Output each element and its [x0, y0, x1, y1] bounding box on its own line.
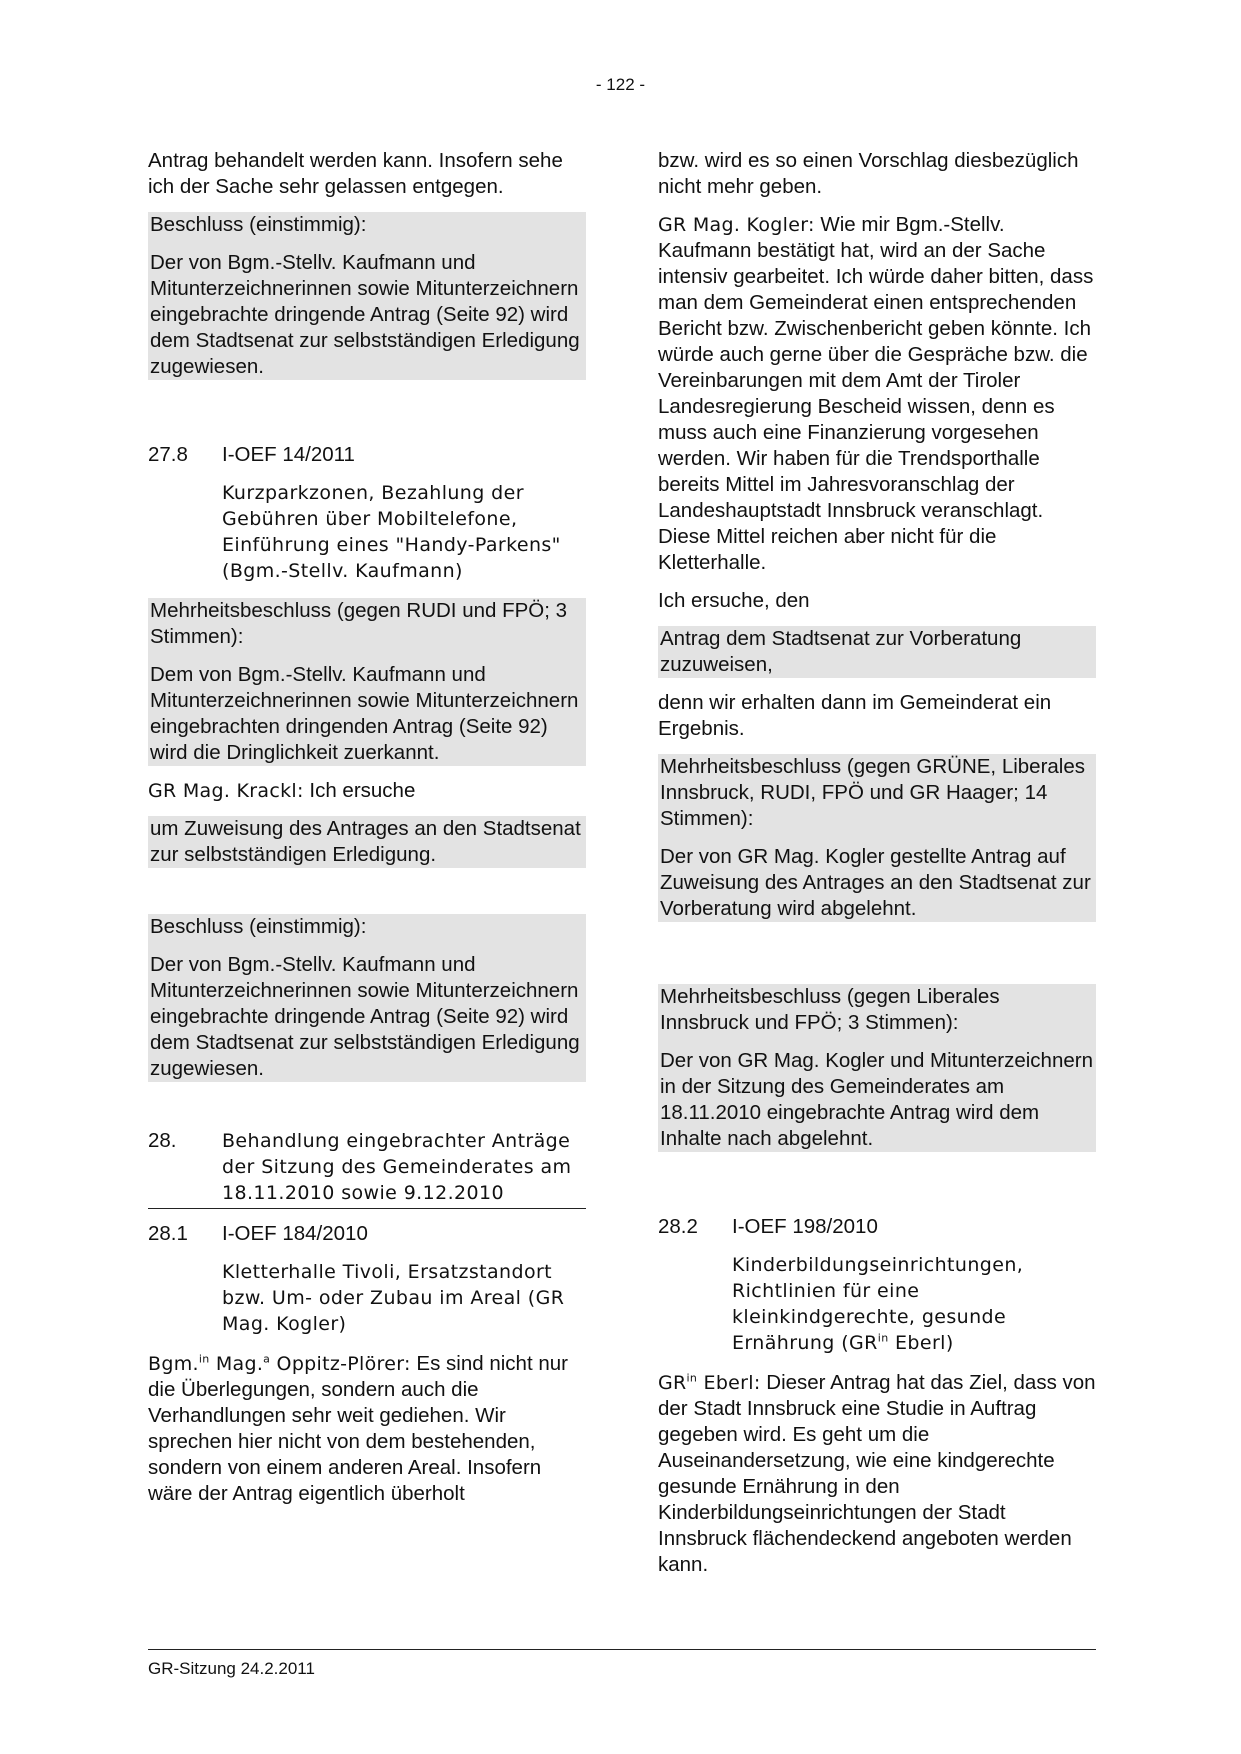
resolution-text: Der von GR Mag. Kogler gestellte Antrag auf Zuweisung des Antrages an den Stadtsenat zur Vorberatung wird abgelehnt.	[660, 845, 1091, 920]
resolution-block	[148, 914, 586, 1082]
agenda-title: Kinderbildungseinrichtungen, Richtlinien für eine kleinkindgerechte, gesunde Ernährung ($GR^{in}$ Eberl)	[732, 1254, 1024, 1354]
speaker-name: GR Mag. Kogler:	[658, 214, 815, 236]
speaker-name: GR Mag. Krackl:	[148, 780, 304, 802]
speech-eberl: $GR^{in}$ Eberl: Dieser Antrag hat das Ziel, dass von der Stadt Innsbruck eine Studie in Auftrag gegeben wird. Es geht um die Auseinandersetzung, wie eine kindgerechte gesunde Ernährung in den Kinderbildungseinrichtungen der Stadt Innsbruck flächendeckend angeboten werden kann.	[658, 1371, 1096, 1576]
resolution-title: Beschluss (einstimmig):	[150, 915, 367, 938]
agenda-item-28	[148, 1128, 586, 1209]
speech-krackl: GR Mag. Krackl: Ich ersuche	[148, 779, 416, 802]
agenda-code: I-OEF 198/2010	[732, 1215, 878, 1238]
resolution-title: Beschluss (einstimmig):	[150, 213, 367, 236]
resolution-text: Der von Bgm.-Stellv. Kaufmann und Mitunterzeichnerinnen sowie Mitunterzeichnern eingebrachte dringende Antrag (Seite 92) wird dem Stadtsenat zur selbstständigen Erledigung zugewiesen.	[150, 251, 580, 378]
request-text: um Zuweisung des Antrages an den Stadtsenat zur selbstständigen Erledigung.	[150, 817, 581, 866]
agenda-item-28-1	[148, 1221, 586, 1247]
agenda-title: Behandlung eingebrachter Anträge der Sitzung des Gemeinderates am 18.11.2010 sowie 9.12.2010	[222, 1130, 572, 1204]
speaker-name: $GR^{in}$ Eberl:	[658, 1371, 761, 1394]
agenda-number: 28.	[148, 1129, 177, 1152]
request-block	[658, 626, 1096, 678]
footer-divider	[148, 1649, 1096, 1650]
page-number: - 122 -	[595, 75, 646, 94]
speech-kogler: GR Mag. Kogler: Wie mir Bgm.-Stellv. Kaufmann bestätigt hat, wird an der Sache intensiv gearbeitet. Ich würde daher bitten, dass man dem Gemeinderat einen entsprechenden Bericht bzw. Zwischenbericht geben könnte. Ich würde auch gerne über die Gespräche bzw. die Vereinbarungen mit dem Amt der Tiroler Landesregierung Bescheid wissen, denn es muss auch eine Finanzierung vorgesehen werden. Wir haben für die Trendsporthalle bereits Mittel im Jahresvoranschlag der Landeshauptstadt Innsbruck veranschlagt. Diese Mittel reichen aber nicht für die Kletterhalle.	[658, 213, 1094, 574]
footer-text: GR-Sitzung 24.2.2011	[148, 1659, 315, 1678]
resolution-text: Der von Bgm.-Stellv. Kaufmann und Mitunterzeichnerinnen sowie Mitunterzeichnern eingebrachte dringende Antrag (Seite 92) wird dem Stadtsenat zur selbstständigen Erledigung zugewiesen.	[150, 953, 580, 1080]
agenda-item-28-2	[658, 1214, 1096, 1240]
request-text: Antrag dem Stadtsenat zur Vorberatung zuzuweisen,	[660, 627, 1022, 676]
request-block	[148, 816, 586, 868]
resolution-text: Dem von Bgm.-Stellv. Kaufmann und Mitunterzeichnerinnen sowie Mitunterzeichnern eingebrachten dringenden Antrag (Seite 92) wird die Dringlichkeit zuerkannt.	[150, 663, 579, 764]
agenda-number: 27.8	[148, 443, 188, 466]
left-column	[148, 148, 586, 1519]
request-intro: Ich ersuche, den	[658, 589, 810, 612]
resolution-title: Mehrheitsbeschluss (gegen Liberales Innsbruck und FPÖ; 3 Stimmen):	[660, 985, 1000, 1034]
speech-oppitz-ploerer: Bgm.$^{in}$ Mag.$^a$ Oppitz-Plörer: Es sind nicht nur die Überlegungen, sondern auch die Verhandlungen sehr weit gediehen. Wir sprechen hier nicht von dem bestehenden, sondern von einem anderen Areal. Insofern wäre der Antrag eigentlich überholt	[148, 1352, 568, 1505]
agenda-title: Kletterhalle Tivoli, Ersatzstandort bzw. Um- oder Zubau im Areal (GR Mag. Kogler)	[222, 1261, 565, 1335]
majority-resolution-block	[658, 984, 1096, 1152]
agenda-code: I-OEF 14/2011	[222, 443, 355, 466]
majority-resolution-block	[148, 598, 586, 766]
continuation-text: bzw. wird es so einen Vorschlag diesbezüglich nicht mehr geben.	[658, 149, 1079, 198]
request-reason: denn wir erhalten dann im Gemeinderat ein Ergebnis.	[658, 691, 1052, 740]
resolution-title: Mehrheitsbeschluss (gegen RUDI und FPÖ; 3 Stimmen):	[150, 599, 568, 648]
agenda-number: 28.2	[658, 1215, 698, 1238]
resolution-block	[148, 212, 586, 380]
resolution-text: Der von GR Mag. Kogler und Mitunterzeichnern in der Sitzung des Gemeinderates am 18.11.2010 eingebrachte Antrag wird dem Inhalte nach abgelehnt.	[660, 1049, 1093, 1150]
intro-text: Antrag behandelt werden kann. Insofern sehe ich der Sache sehr gelassen entgegen.	[148, 149, 563, 198]
resolution-title: Mehrheitsbeschluss (gegen GRÜNE, Liberales Innsbruck, RUDI, FPÖ und GR Haager; 14 Stimmen):	[660, 755, 1086, 830]
agenda-number: 28.1	[148, 1222, 188, 1245]
majority-resolution-block	[658, 754, 1096, 922]
agenda-item-27-8	[148, 442, 586, 468]
agenda-code: I-OEF 184/2010	[222, 1222, 368, 1245]
right-column	[658, 148, 1096, 1590]
speaker-name: Bgm.$^{in}$ Mag.$^a$ Oppitz-Plörer:	[148, 1352, 411, 1375]
agenda-title: Kurzparkzonen, Bezahlung der Gebühren über Mobiltelefone, Einführung eines "Handy-Parkens" (Bgm.-Stellv. Kaufmann)	[222, 482, 561, 582]
